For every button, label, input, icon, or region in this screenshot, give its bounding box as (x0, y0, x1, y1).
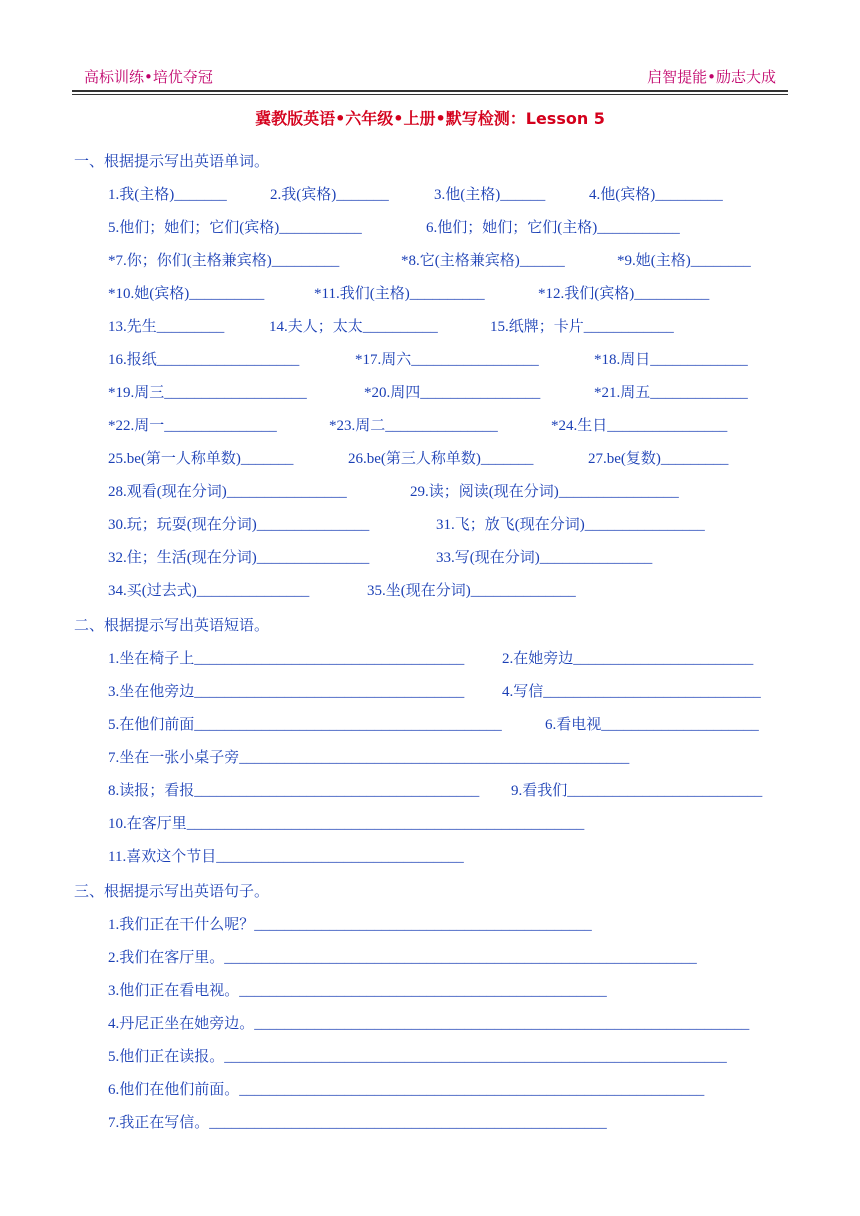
phrase-item: 7.坐在一张小桌子旁____________________________________________________ (108, 750, 630, 766)
phrase-item: 5.在他们前面_________________________________________ (108, 717, 502, 733)
word-item: *8.它(主格兼宾格)______ (401, 253, 565, 269)
word-item: *9.她(主格)________ (617, 253, 751, 269)
word-item: *22.周一_______________ (108, 418, 277, 434)
phrase-item: 9.看我们__________________________ (511, 783, 763, 799)
word-item: *20.周四________________ (364, 385, 541, 401)
word-item: 33.写(现在分词)_______________ (436, 550, 653, 566)
word-item: *21.周五_____________ (594, 385, 748, 401)
sentence-item: 7.我正在写信。_____________________________________________________ (108, 1115, 607, 1131)
section-heading-sentences: 三、根据提示写出英语句子。 (74, 882, 270, 900)
word-item: 3.他(主格)______ (434, 187, 546, 203)
word-item: 1.我(主格)_______ (108, 187, 227, 203)
sentence-item: 5.他们正在读报。___________________________________________________________________ (108, 1049, 727, 1065)
header-right-slogan: 启智提能•励志大成 (647, 68, 776, 86)
word-item: 25.be(第一人称单数)_______ (108, 451, 294, 467)
word-item: 26.be(第三人称单数)_______ (348, 451, 534, 467)
word-item: *17.周六_________________ (355, 352, 539, 368)
phrase-item: 6.看电视_____________________ (545, 717, 759, 733)
word-item: *7.你；你们(主格兼宾格)_________ (108, 253, 340, 269)
word-item: 34.买(过去式)_______________ (108, 583, 310, 599)
word-item: 14.夫人；太太__________ (269, 319, 438, 335)
word-item: 15.纸牌；卡片____________ (490, 319, 674, 335)
sentence-item: 1.我们正在干什么呢？_____________________________________________ (108, 917, 592, 933)
word-item: 35.坐(现在分词)______________ (367, 583, 576, 599)
page-title: 冀教版英语•六年级•上册•默写检测：Lesson 5 (255, 109, 605, 128)
sentence-item: 4.丹尼正坐在她旁边。__________________________________________________________________ (108, 1016, 750, 1032)
word-item: *10.她(宾格)__________ (108, 286, 265, 302)
header-divider-thin (72, 94, 788, 95)
word-item: *18.周日_____________ (594, 352, 748, 368)
header-left-slogan: 高标训练•培优夺冠 (84, 68, 213, 86)
word-item: *19.周三___________________ (108, 385, 307, 401)
sentence-item: 3.他们正在看电视。_________________________________________________ (108, 983, 607, 999)
word-item: *12.我们(宾格)__________ (538, 286, 710, 302)
word-item: 16.报纸___________________ (108, 352, 300, 368)
word-item: 6.他们；她们；它们(主格)___________ (426, 220, 680, 236)
word-item: 30.玩；玩耍(现在分词)_______________ (108, 517, 370, 533)
word-item: 4.他(宾格)_________ (589, 187, 723, 203)
phrase-item: 1.坐在椅子上____________________________________ (108, 651, 465, 667)
word-item: 5.他们；她们；它们(宾格)___________ (108, 220, 362, 236)
header-divider (72, 90, 788, 92)
word-item: *24.生日________________ (551, 418, 728, 434)
phrase-item: 3.坐在他旁边____________________________________ (108, 684, 465, 700)
sentence-item: 6.他们在他们前面。______________________________________________________________ (108, 1082, 705, 1098)
word-item: 32.住；生活(现在分词)_______________ (108, 550, 370, 566)
section-heading-phrases: 二、根据提示写出英语短语。 (74, 616, 270, 634)
sentence-item: 2.我们在客厅里。_______________________________________________________________ (108, 950, 697, 966)
word-item: 27.be(复数)_________ (588, 451, 729, 467)
word-item: 29.读；阅读(现在分词)________________ (410, 484, 679, 500)
word-item: 28.观看(现在分词)________________ (108, 484, 347, 500)
phrase-item: 8.读报；看报______________________________________ (108, 783, 480, 799)
word-item: *11.我们(主格)__________ (314, 286, 485, 302)
section-heading-words: 一、根据提示写出英语单词。 (74, 152, 270, 170)
phrase-item: 2.在她旁边________________________ (502, 651, 754, 667)
phrase-item: 4.写信_____________________________ (502, 684, 761, 700)
phrase-item: 10.在客厅里_____________________________________________________ (108, 816, 585, 832)
word-item: 31.飞；放飞(现在分词)________________ (436, 517, 705, 533)
phrase-item: 11.喜欢这个节目_________________________________ (108, 849, 464, 865)
word-item: *23.周二_______________ (329, 418, 498, 434)
word-item: 2.我(宾格)_______ (270, 187, 389, 203)
word-item: 13.先生_________ (108, 319, 225, 335)
